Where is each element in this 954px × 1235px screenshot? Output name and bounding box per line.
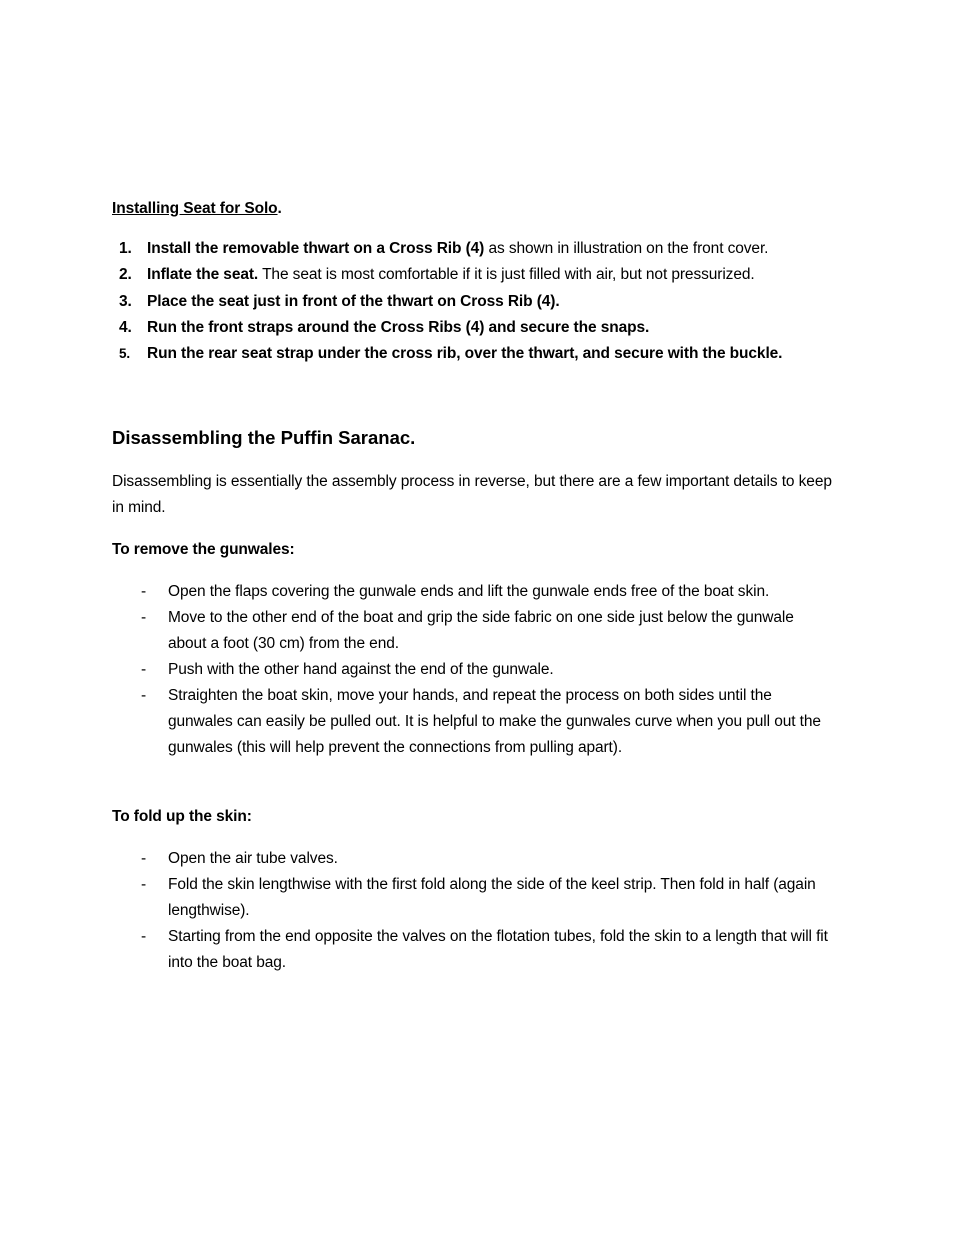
dash-bullet: - — [141, 583, 147, 600]
list-item-text: Open the air tube valves. — [168, 850, 338, 867]
seat-step — [112, 236, 852, 262]
step-text: The seat is most comfortable if it is just filled with air, but not pressurized. — [258, 266, 755, 284]
step-bold-text: Install the removable thwart on a Cross Rib (4) — [147, 240, 485, 257]
seat-step — [112, 289, 852, 315]
step-bold-text: Run the front straps around the Cross Ribs (4) and secure the snaps. — [147, 318, 650, 336]
dash-bullet: - — [141, 661, 147, 678]
dash-bullet: - — [141, 928, 147, 945]
step-number: 2. — [119, 266, 132, 284]
seat-step — [112, 315, 852, 341]
seat-section-title-period: . — [277, 200, 282, 217]
seat-step — [112, 262, 852, 288]
dash-bullet: - — [141, 609, 147, 626]
gunwales-subheading: To remove the gunwales: — [112, 541, 295, 558]
step-text: as shown in illustration on the front cover. — [484, 240, 769, 257]
list-item-text: Fold the skin lengthwise with the first fold along the side of the keel strip. Then fold in half (again lengthwise). — [168, 876, 816, 919]
list-item — [112, 683, 832, 761]
step-number: 4. — [119, 318, 132, 336]
list-item-text: Push with the other hand against the end of the gunwale. — [168, 661, 554, 678]
dash-bullet: - — [141, 687, 147, 704]
step-number: 3. — [119, 292, 132, 310]
list-item — [112, 579, 832, 605]
seat-section-title-text: Installing Seat for Solo — [112, 200, 278, 217]
seat-steps-list — [112, 236, 852, 367]
gunwales-list — [112, 579, 832, 761]
step-number: 5. — [119, 346, 131, 362]
list-item-text: Move to the other end of the boat and grip the side fabric on one side just below the gunwale about a foot (30 cm) from the end. — [168, 609, 794, 652]
step-number: 1. — [119, 240, 132, 257]
dash-bullet: - — [141, 850, 147, 867]
list-item — [112, 657, 832, 683]
step-bold-text: Inflate the seat. — [147, 266, 259, 284]
seat-section-title — [112, 196, 282, 222]
list-item — [112, 872, 832, 924]
list-item — [112, 605, 832, 657]
skin-list — [112, 846, 832, 976]
step-bold-text: Place the seat just in front of the thwart on Cross Rib (4). — [147, 292, 560, 310]
step-bold-text: Run the rear seat strap under the cross rib, over the thwart, and secure with the buckle. — [147, 345, 783, 363]
dash-bullet: - — [141, 876, 147, 893]
seat-step — [112, 341, 852, 367]
list-item-text: Straighten the boat skin, move your hands, and repeat the process on both sides until the gunwales can easily be pulled out. It is helpful to make the gunwales curve when you pull out the gunwales (this will help prevent the connections from pulling apart). — [168, 687, 821, 756]
list-item-text: Starting from the end opposite the valves on the flotation tubes, fold the skin to a length that will fit into the boat bag. — [168, 928, 828, 971]
skin-subheading: To fold up the skin: — [112, 808, 252, 825]
list-item — [112, 924, 832, 976]
disassembly-intro: Disassembling is essentially the assembly process in reverse, but there are a few important details to keep in mind. — [112, 473, 832, 516]
list-item — [112, 846, 832, 872]
disassembly-heading: Disassembling the Puffin Saranac. — [112, 427, 416, 448]
list-item-text: Open the flaps covering the gunwale ends and lift the gunwale ends free of the boat skin. — [168, 583, 770, 600]
